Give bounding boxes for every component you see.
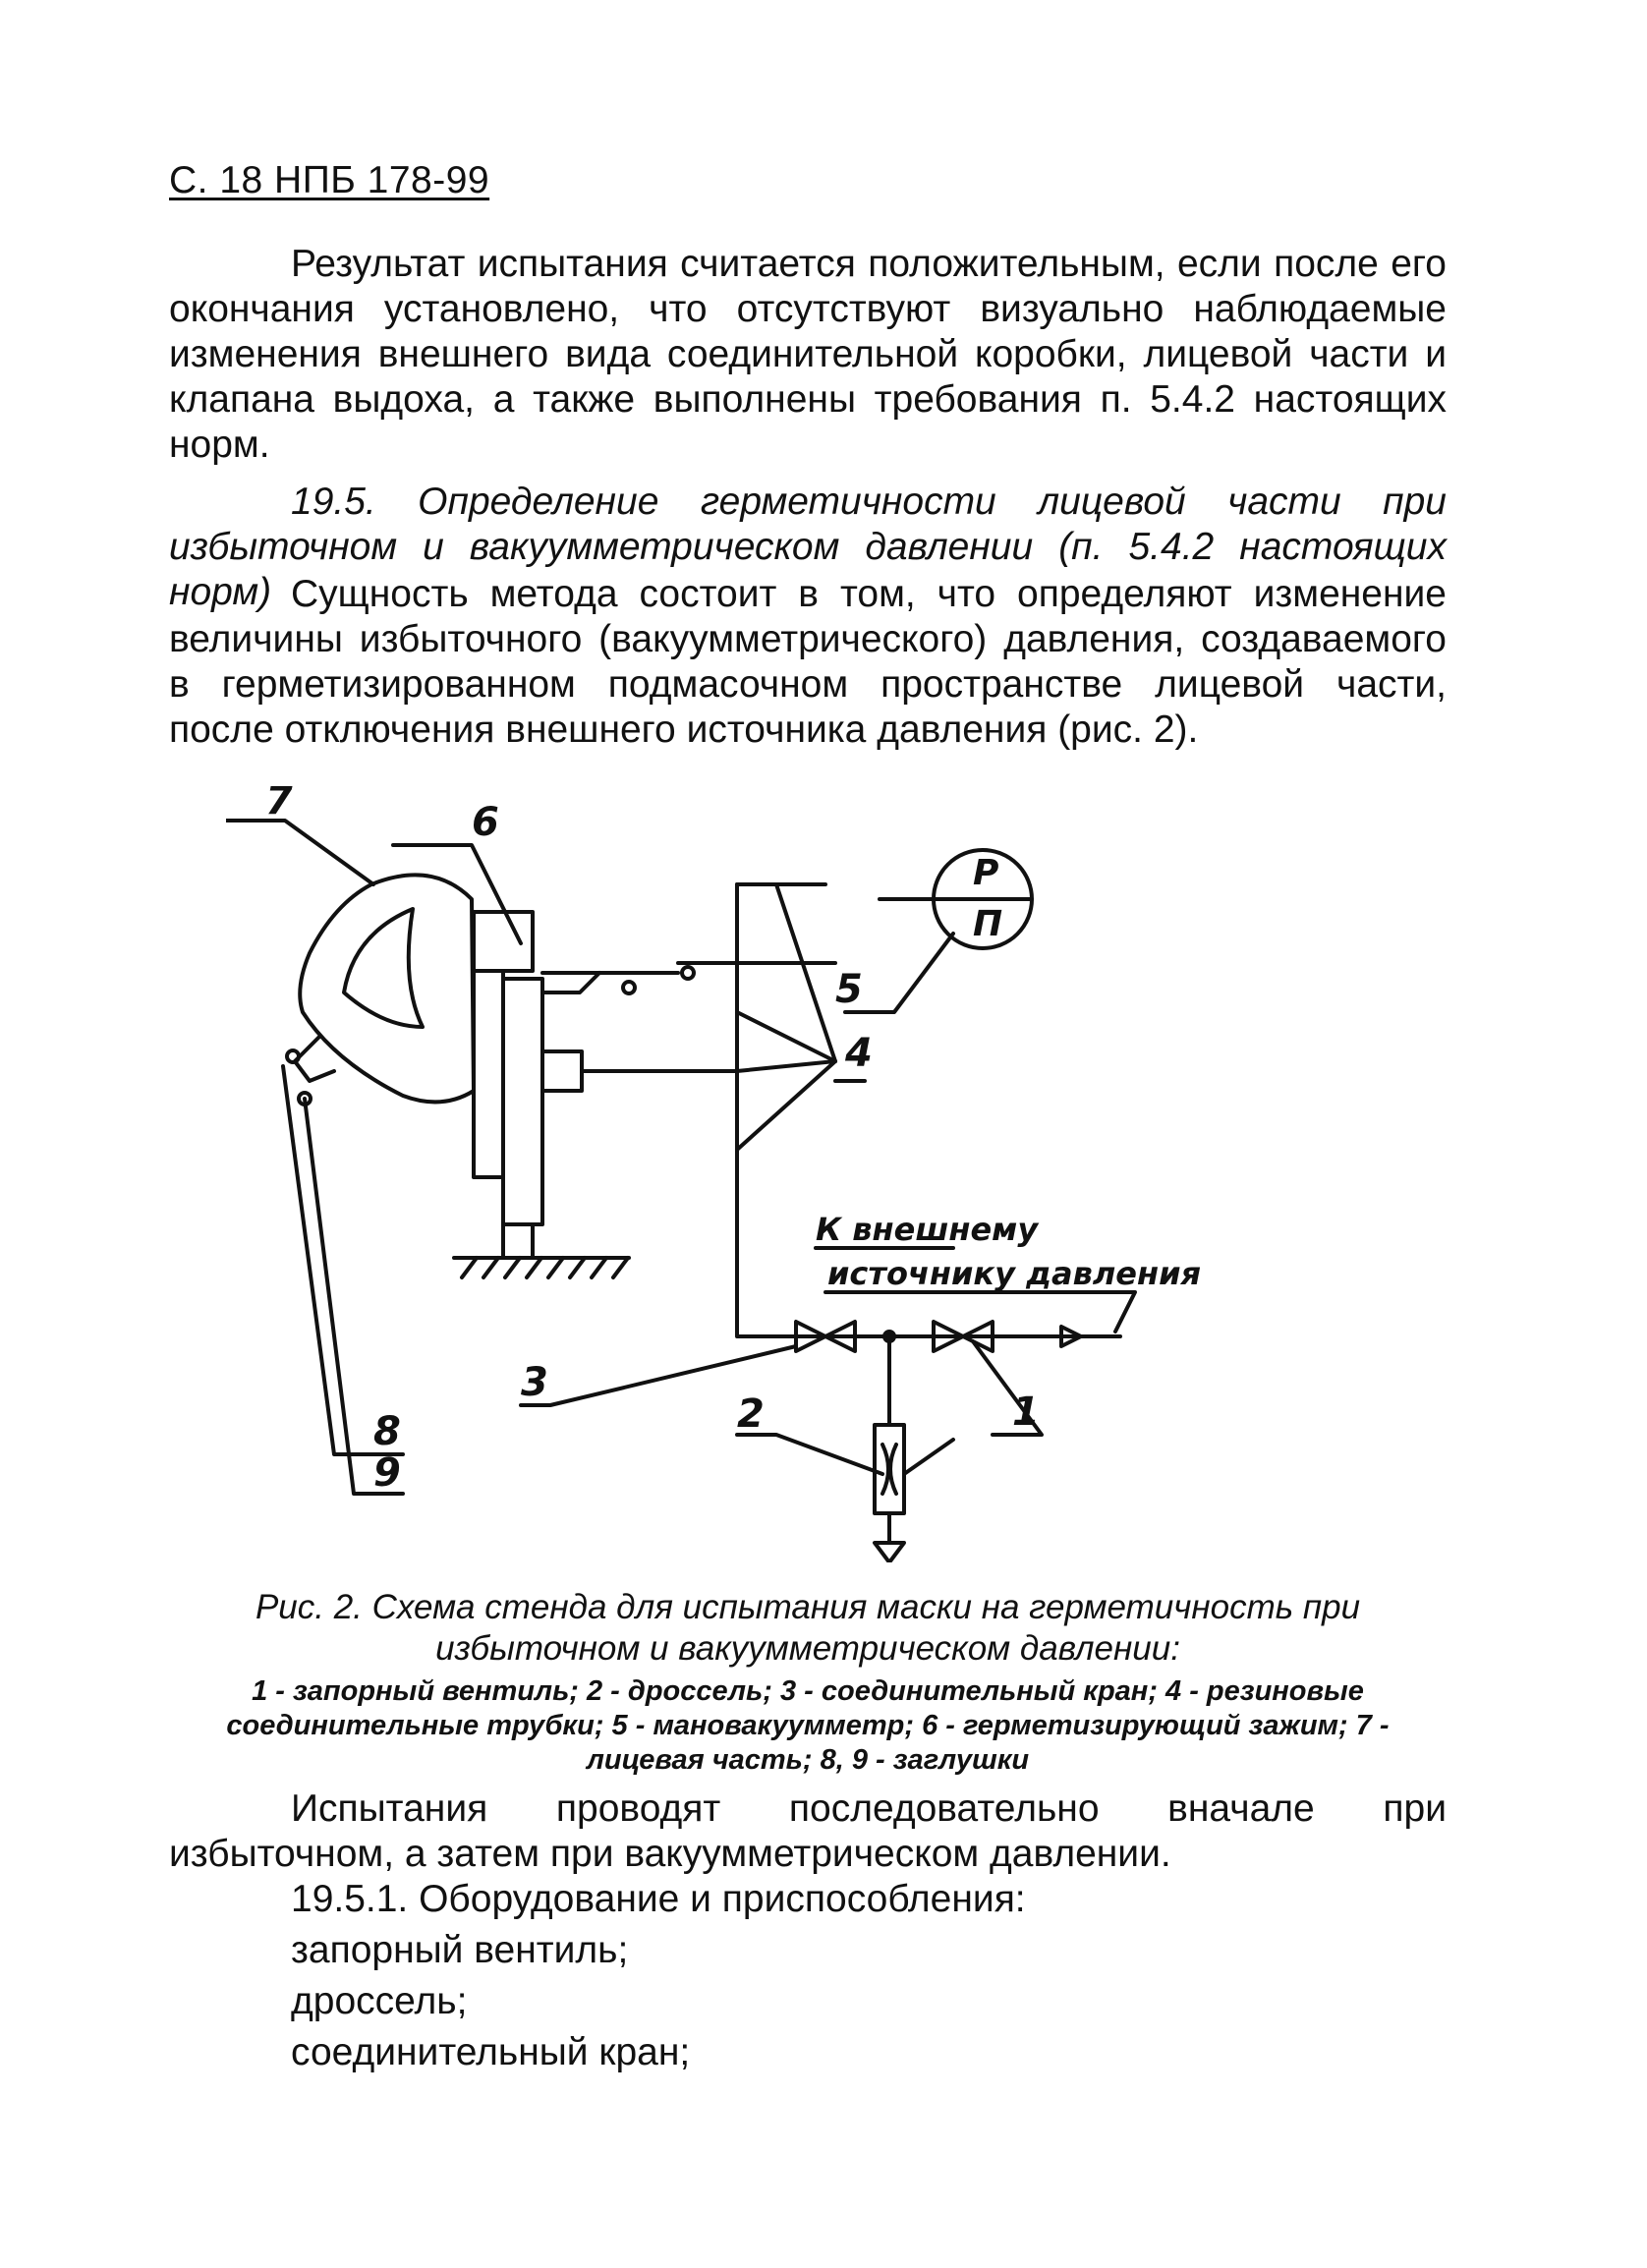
tube-fan-lines (737, 884, 835, 1150)
callout-2: 2 (737, 1391, 765, 1437)
section-heading-19-5: 19.5. Определение герметичности лицевой части при избыточном и вакуумметрическом давлении (п. 5.4.2 настоящих норм) (169, 481, 1447, 613)
callout-7: 7 (265, 786, 293, 823)
paragraph-tests-order: Испытания проводят последовательно вначале при избыточном, а затем при вакуумметрическом давлении. (169, 1787, 1447, 1875)
figure-caption-legend: 1 - запорный вентиль; 2 - дроссель; 3 - соединительный кран; 4 - резиновые соединительные трубки; 5 - мановакуумметр; 6 - герметизирующий зажим; 7 - лицевая часть; 8, 9 - заглушки (226, 1675, 1390, 1776)
callout-6: 6 (472, 800, 499, 845)
callout-3: 3 (521, 1360, 548, 1405)
equipment-item-throttle: дроссель; (291, 1980, 468, 2022)
paragraph-method: Сущность метода состоит в том, что определяют изменение величины избыточного (вакуумметрического) давления, создаваемого в герметизированном подмасочном пространстве лицевой части, после отключения внешнего источника давления (рис. 2). (169, 573, 1447, 751)
callout-1: 1 (1012, 1389, 1040, 1435)
paragraph-result: Результат испытания считается положительным, если после его окончания установлено, что отсутствуют визуально наблюдаемые изменения внешнего вида соединительной коробки, лицевой части и клапана выдоха, а также выполнены требования п. 5.4.2 настоящих норм. (169, 243, 1447, 466)
face-mask-part (287, 875, 474, 1105)
pressure-gauge (845, 850, 1032, 1012)
throttle (875, 1425, 953, 1562)
callout-numbers (265, 786, 1040, 1496)
equipment-item-shut-off-valve: запорный вентиль; (291, 1929, 629, 1971)
equipment-item-connecting-valve: соединительный кран; (291, 2031, 691, 2073)
equipment-heading: 19.5.1. Оборудование и приспособления: (291, 1878, 1026, 1920)
gauge-label-bottom: П (973, 904, 1003, 944)
base-hatching (454, 1224, 629, 1277)
callout-5: 5 (835, 967, 863, 1012)
gauge-label-top: Р (973, 853, 999, 893)
source-label-line2: источнику давления (827, 1255, 1202, 1292)
callout-9: 9 (373, 1450, 401, 1496)
sealing-clamp (474, 912, 694, 1224)
test-bench-diagram (226, 786, 1425, 1562)
figure-caption-title: Рис. 2. Схема стенда для испытания маски на герметичность при избыточном и вакуумметрическом давлении: (255, 1588, 1361, 1668)
callout-4: 4 (845, 1031, 873, 1076)
page-header: С. 18 НПБ 178-99 (169, 159, 490, 201)
source-label-line1: К внешнему (816, 1211, 1039, 1248)
callout-8: 8 (373, 1409, 401, 1454)
callout-leaders (226, 821, 1042, 1494)
